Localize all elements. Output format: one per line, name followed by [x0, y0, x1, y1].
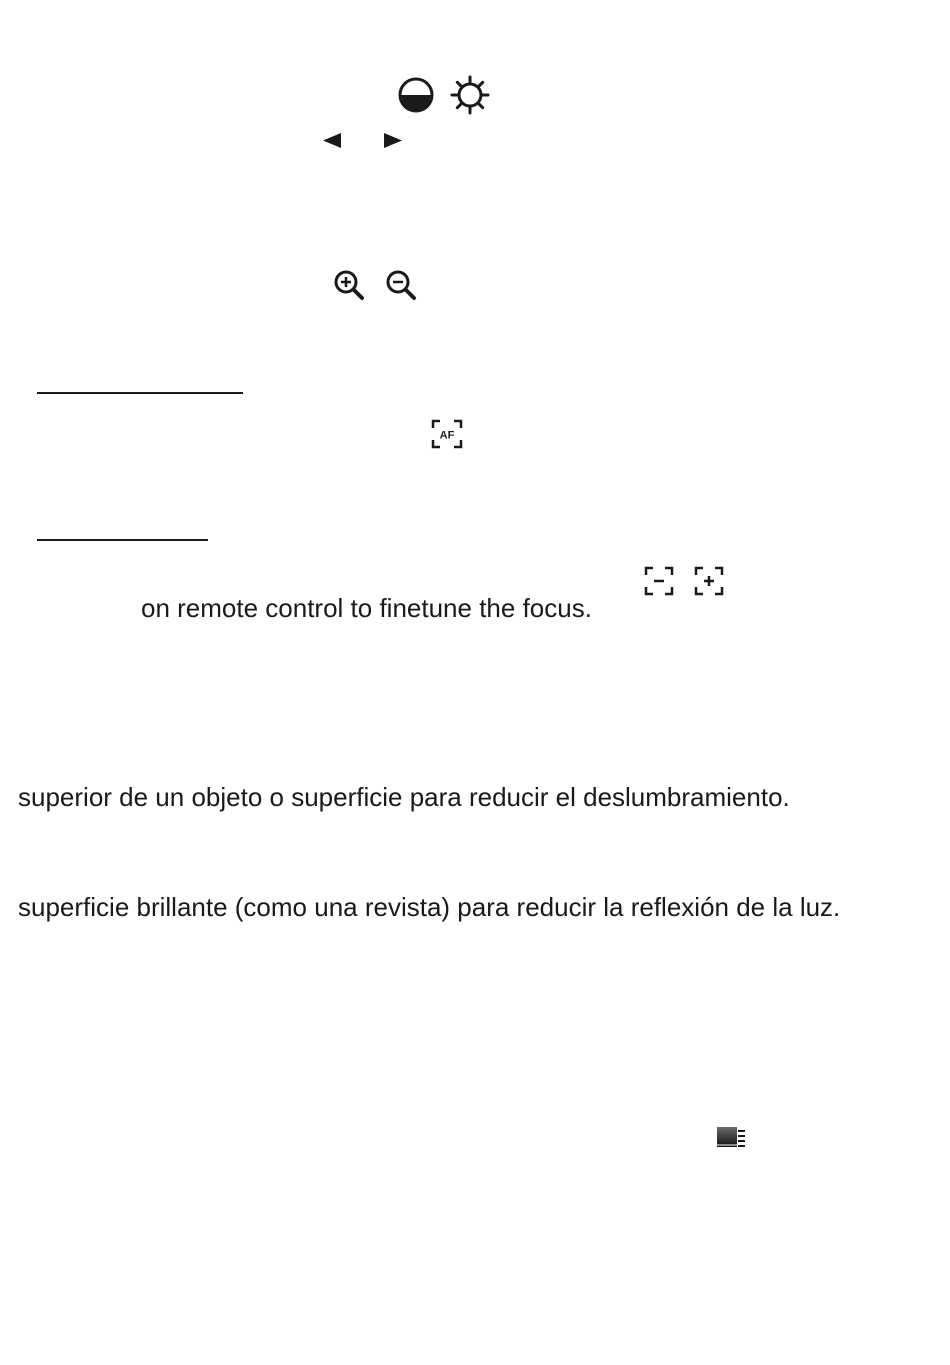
- focus-plus-icon: [695, 567, 723, 595]
- focus-finetune-text: on remote control to finetune the focus.: [141, 593, 592, 623]
- glare-reduction-text: superior de un objeto o superficie para reducir el deslumbramiento.: [18, 782, 790, 812]
- autofocus-icon: [432, 420, 462, 448]
- focus-minus-icon: [645, 567, 673, 595]
- arrow-left-icon: [323, 133, 341, 148]
- contrast-icon: [398, 77, 434, 113]
- svg-text:AF: AF: [439, 429, 455, 442]
- reflection-reduction-text: superficie brillante (como una revista) para reducir la reflexión de la luz.: [18, 892, 841, 922]
- zoom-in-icon: [334, 270, 364, 300]
- brightness-icon: [450, 75, 490, 115]
- zoom-out-icon: [386, 270, 416, 300]
- arrow-right-icon: [384, 133, 402, 148]
- image-mode-icon: [717, 1127, 745, 1147]
- section-underline: [37, 539, 208, 541]
- section-underline: [37, 392, 243, 394]
